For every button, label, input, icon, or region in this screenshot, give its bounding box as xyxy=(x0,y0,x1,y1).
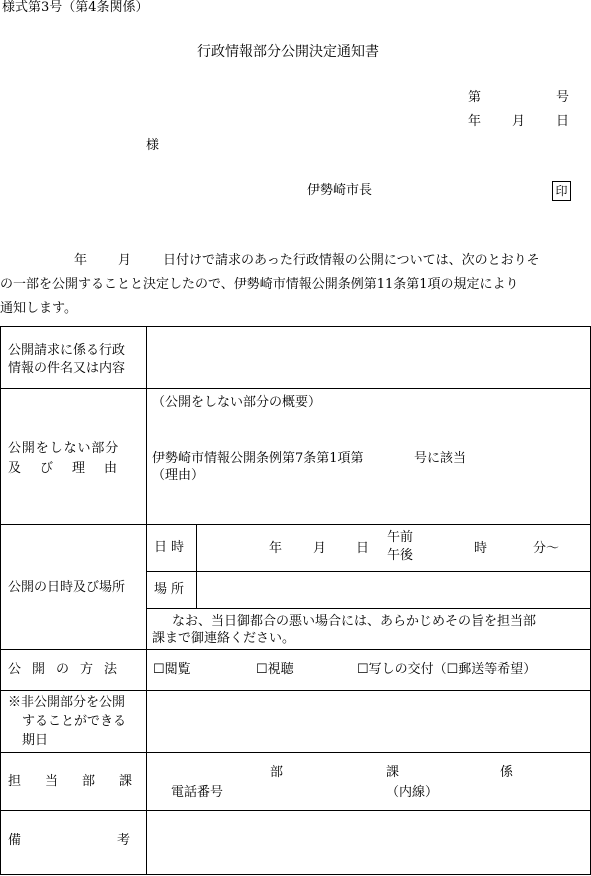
schedule-place-field[interactable] xyxy=(197,572,590,608)
department-kakari: 係 xyxy=(500,765,514,780)
future-date-label-line3: 期日 xyxy=(22,733,49,748)
method-label: 公開の方法 xyxy=(8,662,129,677)
schedule-place-label: 場所 xyxy=(154,582,189,597)
department-ka: 課 xyxy=(386,765,400,780)
schedule-minute: 分〜 xyxy=(533,541,560,556)
document-number-suffix: 号 xyxy=(556,90,570,105)
undisclosed-reason: （理由） xyxy=(152,468,205,483)
department-label: 担当部課 xyxy=(8,774,157,789)
form-id: 様式第3号（第4条関係） xyxy=(2,0,149,15)
remarks-field[interactable] xyxy=(147,811,590,874)
schedule-day: 日 xyxy=(356,541,370,556)
schedule-pm: 午後 xyxy=(387,548,414,563)
department-phone-label: 電話番号 xyxy=(171,785,224,800)
future-date-label-line1: ※非公開部分を公開 xyxy=(8,695,126,710)
body-line1: 日付けで請求のあった行政情報の公開については、次のとおりそ xyxy=(163,253,540,268)
schedule-label: 公開の日時及び場所 xyxy=(8,580,126,595)
schedule-am: 午前 xyxy=(387,530,414,545)
date-day-label: 日 xyxy=(556,114,570,129)
subject-label-line1: 公開請求に係る行政 xyxy=(8,343,126,358)
subject-label-line2: 情報の件名又は内容 xyxy=(8,361,126,376)
department-extension: （内線） xyxy=(386,785,439,800)
schedule-note-line2: 課まで御連絡ください。 xyxy=(152,631,296,646)
body-line2: の一部を公開することと決定したので、伊勢崎市情報公開条例第11条第1項の規定により xyxy=(0,277,519,292)
method-option-listen[interactable]: ☐視聴 xyxy=(256,662,294,677)
method-option-view[interactable]: ☐閲覧 xyxy=(153,662,191,677)
future-date-label-line2: することができる xyxy=(22,714,127,729)
schedule-note-line1: なお、当日御都合の悪い場合には、あらかじめその旨を担当部 xyxy=(172,614,537,629)
date-month-label: 月 xyxy=(512,114,526,129)
body-month: 月 xyxy=(118,253,132,268)
issuer-name: 伊勢崎市長 xyxy=(307,183,373,198)
document-number-label: 第 xyxy=(468,90,482,105)
disclosure-form-table xyxy=(0,326,591,875)
addressee-suffix: 様 xyxy=(146,138,160,153)
subject-field[interactable] xyxy=(147,327,590,388)
schedule-year: 年 xyxy=(269,541,283,556)
undisclosed-clause-prefix: 伊勢崎市情報公開条例第7条第1項第 xyxy=(152,451,364,466)
seal-mark: 印 xyxy=(552,181,571,201)
future-date-field[interactable] xyxy=(147,691,590,752)
undisclosed-label-line2: 及び理由 xyxy=(8,461,137,476)
schedule-datetime-label: 日時 xyxy=(154,540,189,555)
undisclosed-label-line1: 公開をしない部分 xyxy=(8,441,120,456)
undisclosed-clause-suffix: 号に該当 xyxy=(414,451,467,466)
undisclosed-summary: （公開をしない部分の概要） xyxy=(152,395,322,410)
department-bu: 部 xyxy=(270,765,284,780)
date-year-label: 年 xyxy=(468,114,482,129)
body-line3: 通知します。 xyxy=(0,301,77,316)
method-option-copy[interactable]: ☐写しの交付（☐郵送等希望） xyxy=(357,662,537,677)
body-year: 年 xyxy=(74,253,88,268)
schedule-month: 月 xyxy=(313,541,327,556)
document-title: 行政情報部分公開決定通知書 xyxy=(197,44,379,60)
schedule-hour: 時 xyxy=(474,541,488,556)
remarks-label: 備考 xyxy=(8,833,227,848)
